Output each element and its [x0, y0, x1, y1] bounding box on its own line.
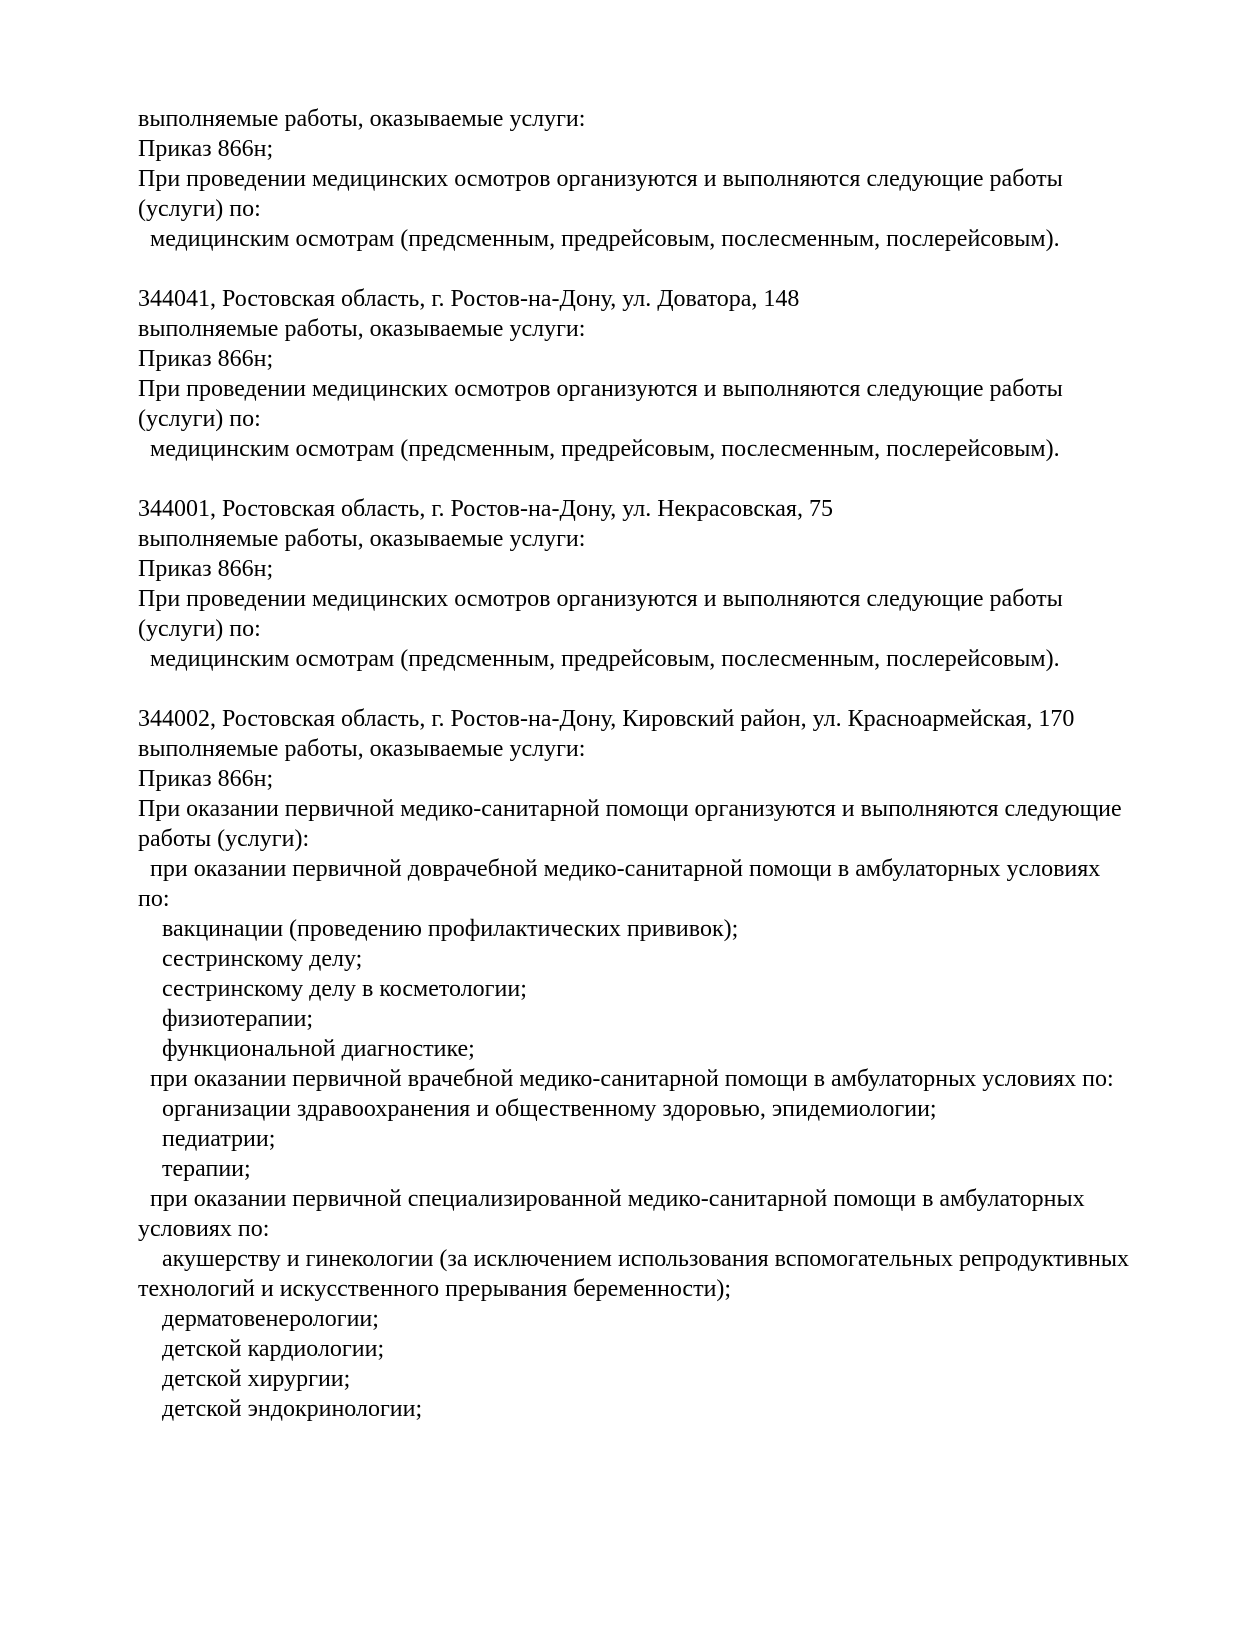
text-line: технологий и искусственного прерывания беременности);	[138, 1276, 732, 1302]
text-line: работы (услуги):	[138, 826, 310, 852]
text-line: детской эндокринологии;	[138, 1396, 423, 1422]
text-line: педиатрии;	[138, 1126, 276, 1152]
license-works-services-text	[138, 104, 1208, 1424]
text-line: акушерству и гинекологии (за исключением использования вспомогательных репродуктивных	[138, 1246, 1129, 1272]
text-line: Приказ 866н;	[138, 556, 274, 582]
text-line: при оказании первичной доврачебной медико-санитарной помощи в амбулаторных условиях	[138, 856, 1101, 882]
license-entry-344001	[138, 494, 1208, 674]
text-line: 344002, Ростовская область, г. Ростов-на-Дону, Кировский район, ул. Красноармейская, 170	[138, 706, 1075, 732]
text-line: Приказ 866н;	[138, 136, 274, 162]
text-line: физиотерапии;	[138, 1006, 314, 1032]
text-line: При оказании первичной медико-санитарной помощи организуются и выполняются следующие	[138, 796, 1122, 822]
text-line: (услуги) по:	[138, 616, 261, 642]
text-line: при оказании первичной врачебной медико-санитарной помощи в амбулаторных условиях по:	[138, 1066, 1114, 1092]
text-line: медицинским осмотрам (предсменным, предрейсовым, послесменным, послерейсовым).	[138, 226, 1060, 252]
text-line: условиях по:	[138, 1216, 270, 1242]
text-line: (услуги) по:	[138, 406, 261, 432]
text-line: по:	[138, 886, 170, 912]
text-line: При проведении медицинских осмотров организуются и выполняются следующие работы	[138, 586, 1063, 612]
text-line: медицинским осмотрам (предсменным, предрейсовым, послесменным, послерейсовым).	[138, 436, 1060, 462]
text-line: выполняемые работы, оказываемые услуги:	[138, 106, 586, 132]
text-line: (услуги) по:	[138, 196, 261, 222]
text-line: 344041, Ростовская область, г. Ростов-на-Дону, ул. Доватора, 148	[138, 286, 800, 312]
text-line: выполняемые работы, оказываемые услуги:	[138, 736, 586, 762]
text-line: терапии;	[138, 1156, 251, 1182]
license-entry-344041	[138, 284, 1208, 464]
text-line: дерматовенерологии;	[138, 1306, 379, 1332]
text-line: При проведении медицинских осмотров организуются и выполняются следующие работы	[138, 166, 1063, 192]
license-entry-continued	[138, 104, 1208, 254]
license-entry-344002	[138, 704, 1208, 1424]
text-line: Приказ 866н;	[138, 346, 274, 372]
text-line: При проведении медицинских осмотров организуются и выполняются следующие работы	[138, 376, 1063, 402]
text-line: при оказании первичной специализированной медико-санитарной помощи в амбулаторных	[138, 1186, 1085, 1212]
text-line: медицинским осмотрам (предсменным, предрейсовым, послесменным, послерейсовым).	[138, 646, 1060, 672]
text-line: сестринскому делу;	[138, 946, 363, 972]
text-line: Приказ 866н;	[138, 766, 274, 792]
text-line: выполняемые работы, оказываемые услуги:	[138, 526, 586, 552]
text-line: выполняемые работы, оказываемые услуги:	[138, 316, 586, 342]
text-line: детской хирургии;	[138, 1366, 351, 1392]
text-line: организации здравоохранения и общественному здоровью, эпидемиологии;	[138, 1096, 937, 1122]
text-line: 344001, Ростовская область, г. Ростов-на-Дону, ул. Некрасовская, 75	[138, 496, 833, 522]
text-line: детской кардиологии;	[138, 1336, 385, 1362]
text-line: сестринскому делу в косметологии;	[138, 976, 527, 1002]
text-line: функциональной диагностике;	[138, 1036, 475, 1062]
text-line: вакцинации (проведению профилактических прививок);	[138, 916, 739, 942]
